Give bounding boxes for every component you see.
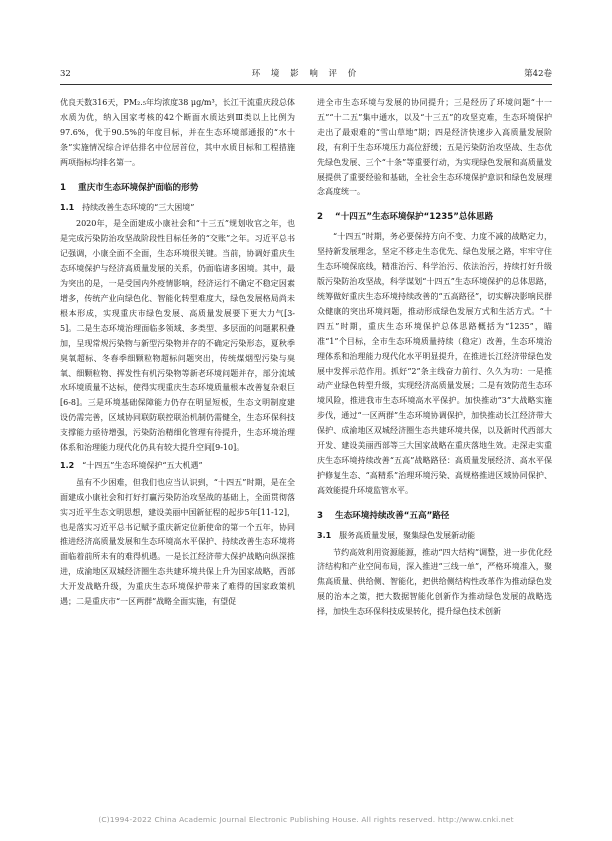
paragraph: 节约高效利用资源能源，推动“四大结构”调整，进一步优化经济结构和产业空间布局，深入推进“三线一单”，严格环境准入，聚焦高质量、供给侧、智能化，把供给侧结构性改革作为推动绿色发展的治本之策，把大数据智能化创新作为推动绿色发展的战略选择，加快生态环保科技成果转化，提升绿色技术创新 <box>317 547 552 617</box>
subsection-number: 1.2 <box>60 460 75 470</box>
subsection-number: 1.1 <box>60 202 75 212</box>
left-column <box>60 96 295 610</box>
section-number: 1 <box>60 182 66 193</box>
journal-title: 环 境 影 响 评 价 <box>251 69 361 79</box>
section-title: 重庆市生态环境保护面临的形势 <box>77 182 199 193</box>
subsection-heading <box>317 529 552 544</box>
volume-label: 第42卷 <box>524 69 552 79</box>
subsection-title: 持续改善生态环境的“三大困境” <box>82 202 195 212</box>
header-rule <box>60 84 552 85</box>
paragraph: “十四五”时期，务必要保持方向不变、力度不减的战略定力，坚持新发展理念，坚定不移走生态优先、绿色发展之路，牢牢守住生态环境保底线，精准治污、科学治污、依法治污，持续打好升级版污染防治攻坚战，科学谋划“十四五”生态环境保护的总体思路，统筹做好重庆生态环境持续改善的“五高路径”，切实解决影响民群众健康的突出环境问题，推动形成绿色发展方式和生活方式。“十四五”时期，重庆生态环境保护总体思路概括为“1235”，瞄准“1”个目标，全市生态环境质量持续（稳定）改善，生态环境治理体系和治理能力现代化水平明显提升，在推进长江经济带绿色发展中发挥示范作用。抓好“2”条主线奋力前行、久久为功：一是推动产业绿色转型升级，实现经济高质量发展；二是有效防范生态环境风险，推进我市生态环境高水平保护。加快推动“3”大战略实施步伐，通过“一区两群”生态环境协调保护，加快推动长江经济带大保护、成渝地区双城经济圈生态共建环境共保，以及新时代西部大开发、建设美丽西部等三大国家战略在重庆落地生效。走深走实重庆生态环境持续改善“五高”战略路径：高质量发展经济、高水平保护修复生态、“高精系”治理环境污染、高规格推进区域协同保护、高效能提升环境监管水平。 <box>317 232 552 495</box>
subsection-title: “十四五”生态环境保护“五大机遇” <box>82 460 203 470</box>
section-heading <box>317 210 552 224</box>
section-heading <box>317 509 552 523</box>
paragraph: 虽有不少困难，但我们也应当认识到，“十四五”时期，是在全面建成小康社会和打好打赢污染防治攻坚战的基础上，全面贯彻落实习近平生态文明思想，建设美丽中国新征程的起步5年[11-12]，也是落实习近平总书记赋予重庆新定位新使命的第一个五年，协同推进经济高质量发展和生态环境高水平保护、持续改善生态环境将面临着前所未有的难得机遇。一是长江经济带大保护战略向纵深推进，成渝地区双城经济圈生态共建环境共保上升为国家战略，西部大开发战略升级，为重庆生态环境保护带来了难得的国家政策机遇；二是重庆市“一区两群”战略全面实施，有望促 <box>60 477 295 607</box>
subsection-title: 服务高质量发展，聚集绿色发展新动能 <box>339 530 476 540</box>
paragraph: 优良天数316天，PM₂.₅年均浓度38 μg/m³，长江干流重庆段总体水质为优，纳入国家考核的42个断面水质达到Ⅲ类以上比例为97.6%，优于90.5%的年度目标，并在生态环境部通报的“水十条”实施情况综合评估排名中位居首位，其中水质目标和工程措施两项指标均排名第一。 <box>60 98 295 167</box>
right-column <box>317 96 552 620</box>
section-title: “十四五”生态环境保护“1235”总体思路 <box>334 212 494 223</box>
paragraph: 2020年，是全面建成小康社会和“十三五”规划收官之年，也是完成污染防治攻坚战阶段性目标任务的“交账”之年。习近平总书记强调，小康全面不全面，生态环境很关键。当前，协调好重庆生态环境保护与经济高质量发展的关系，仍面临诸多困境。其中，最为突出的是，一是受国内外疫情影响，经济运行不确定不稳定因素增多，传统产业向绿色化、智能化转型难度大，绿色发展格局尚未根本形成，实现重庆市绿色发展、高质量发展要下更大力气[3-5]。二是生态环境治理面临多领域、多类型、多层面的问题累积叠加，呈现常规污染物与新型污染物并存的不确定污染形态，夏秋季臭氧超标、冬春季细颗粒物超标问题突出，传统煤烟型污染与臭氧、细颗粒物、挥发性有机污染物等新老环境问题并存，部分流域水环境质量不达标，使得实现重庆生态环境质量根本改善复杂艰巨[6-8]。三是环境基础保障能力仍存在明显短板，生态文明制度建设仍需完善，区域协同联防联控联治机制仍需健全，生态环保科技支撑能力亟待增强，污染防治精细化管理有待提升，生态环境治理体系和治理能力现代化仍具有较大提升空间[9-10]。 <box>60 219 295 453</box>
page-number: 32 <box>60 69 71 79</box>
running-header <box>60 66 552 82</box>
section-number: 3 <box>317 510 323 521</box>
section-heading <box>60 181 295 195</box>
section-number: 2 <box>317 212 323 223</box>
copyright-footer: (C)1994-2022 China Academic Journal Electronic Publishing House. All rights reserved. http://www.cnki.net <box>98 815 514 824</box>
subsection-number: 3.1 <box>317 530 332 540</box>
paragraph: 进全市生态环境与发展的协同提升；三是经历了环境问题“十一五”“十二五”集中通水，以及“十三五”的攻坚克难，生态环境保护走出了最艰难的“雪山草地”期；四是经济快速步入高质量发展阶段，有利于生态环境压力高位舒缓；五是污染防治攻坚战、生态优先绿色发展、三个“十条”等重要行动，为实现绿色发展和高质量发展提供了重要经验和基础，全社会生态环境保护意识和绿色发展理念高度统一。 <box>317 98 552 197</box>
section-title: 生态环境持续改善“五高”路径 <box>334 510 450 521</box>
subsection-heading <box>60 201 295 216</box>
subsection-heading <box>60 459 295 474</box>
